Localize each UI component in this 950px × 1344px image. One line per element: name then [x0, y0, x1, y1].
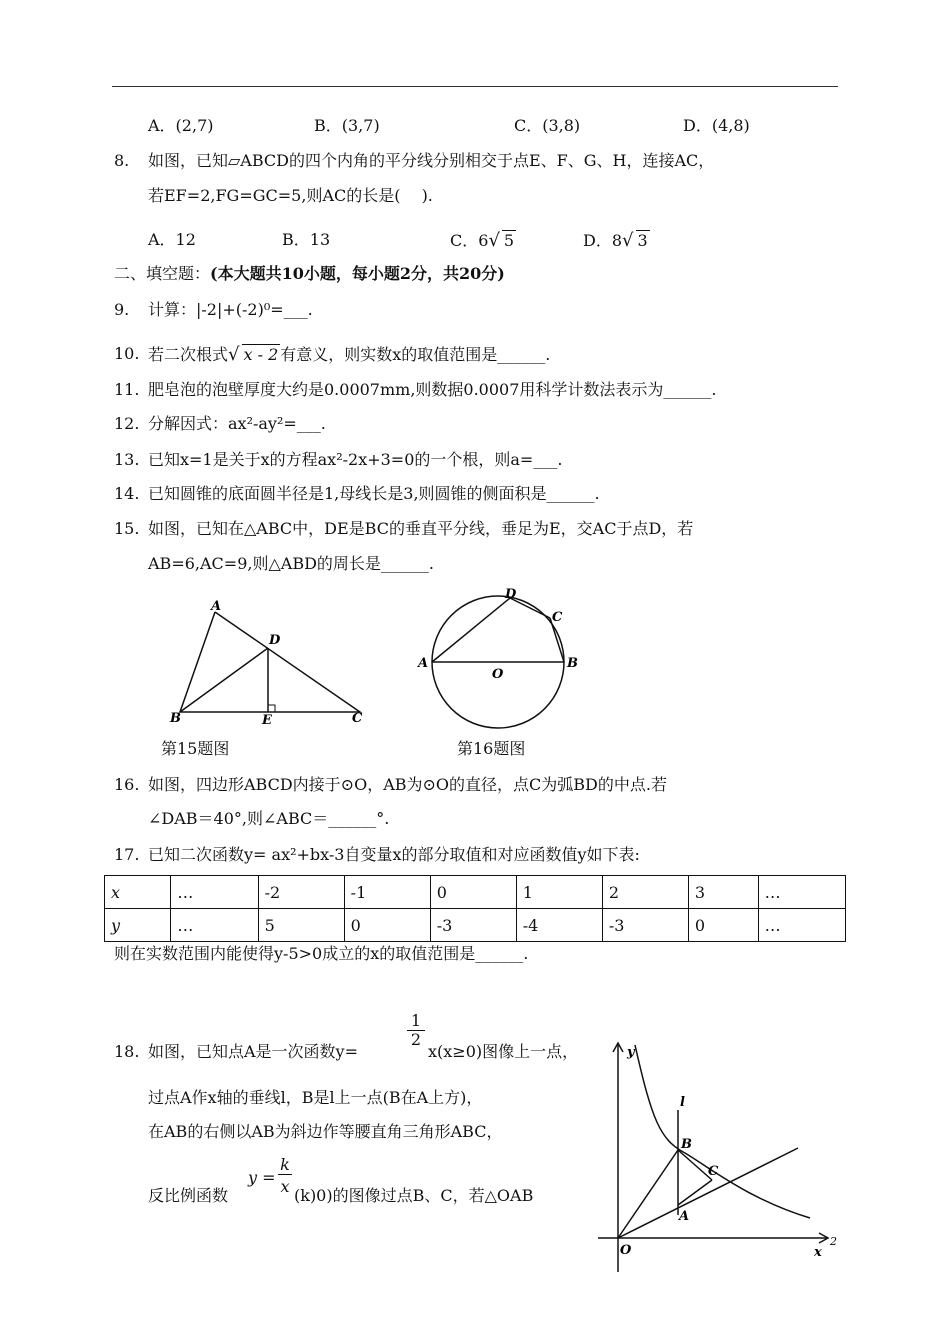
q16-line1: 如图，四边形ABCD内接于⊙O，AB为⊙O的直径，点C为弧BD的中点.若 [148, 775, 667, 794]
q10-post: 有意义，则实数x的取值范围是______. [280, 345, 551, 364]
q15-number: 15. [114, 519, 140, 538]
label-c: C [552, 610, 563, 625]
figure-15-triangle [165, 600, 375, 730]
label-two: 2 [830, 1235, 837, 1248]
triangle-abc [180, 612, 360, 712]
q18-line2: 过点A作x轴的垂线l，B是l上一点(B在A上方)， [148, 1088, 483, 1107]
q8-option-d-text: D．8 [583, 231, 623, 250]
segment-ob [618, 1150, 678, 1238]
table-cell: … [171, 876, 258, 909]
q7-option-c: C．(3,8) [514, 116, 581, 135]
q8-option-c-radicand: 5 [503, 231, 515, 250]
q18-line4-post: (k)0)的图像过点B、C，若△OAB [294, 1186, 534, 1205]
figure-15-caption: 第15题图 [161, 739, 230, 758]
label-x: x [814, 1245, 822, 1260]
label-o: O [620, 1243, 632, 1258]
label-d: D [269, 633, 281, 648]
q18-line3: 在AB的右侧以AB为斜边作等腰直角三角形ABC， [148, 1122, 503, 1141]
chord-ad [432, 598, 510, 662]
section-title: 二、填空题： [114, 264, 211, 283]
q18-x: x [280, 1177, 290, 1196]
label-y: y [627, 1045, 635, 1060]
figure-18-graph [590, 1040, 840, 1275]
q9-blank: ___. [283, 300, 313, 319]
table-cell: 0 [430, 876, 516, 909]
value-table [104, 875, 846, 942]
table-cell: 5 [258, 909, 344, 942]
table-cell: -3 [430, 909, 516, 942]
q18-line1-pre: 如图，已知点A是一次函数y= [148, 1042, 359, 1061]
q7-option-a: A．(2,7) [148, 116, 214, 135]
q10-pre: 若二次根式 [148, 345, 229, 364]
q15-line2: AB=6,AC=9,则△ABD的周长是______. [148, 554, 434, 573]
q16-line2: ∠DAB＝40°,则∠ABC＝______°. [148, 809, 390, 828]
figure-16-caption: 第16题图 [457, 739, 526, 758]
q18-number: 18. [114, 1042, 140, 1061]
table-cell: 2 [602, 876, 688, 909]
q10-radicand: x - 2 [243, 345, 279, 364]
q18-k: k [278, 1156, 292, 1175]
q8-option-c-text: C．6 [450, 231, 489, 250]
top-rule [112, 86, 838, 87]
q18-y-eq: y = [248, 1168, 276, 1187]
section-detail: (本大题共10小题，每小题2分，共20分) [210, 264, 505, 283]
sqrt-symbol: √ [488, 230, 500, 251]
q18-line4-pre: 反比例函数 [148, 1186, 229, 1205]
label-b: B [567, 656, 578, 671]
q8-line1: 如图，已知▱ABCD的四个内角的平分线分别相交于点E、F、G、H，连接AC， [148, 151, 715, 170]
q14-number: 14. [114, 484, 140, 503]
label-b: B [170, 711, 181, 726]
q8-option-c [450, 230, 516, 251]
fraction-numerator: 1 [407, 1012, 425, 1031]
table-cell: -3 [602, 909, 688, 942]
q18-line1-post: x(x≥0)图像上一点， [428, 1042, 579, 1061]
q10-number: 10. [114, 344, 140, 363]
table-cell: -4 [516, 909, 602, 942]
label-c: C [352, 711, 363, 726]
q17-after-text: 则在实数范围内能使得y-5>0成立的x的取值范围是______. [114, 944, 529, 963]
segment-ac [678, 1180, 712, 1205]
fraction-denominator: 2 [410, 1030, 422, 1049]
q8-option-a: A．12 [148, 230, 196, 249]
table-cell: 1 [516, 876, 602, 909]
q8-option-d [583, 230, 650, 251]
table-cell: 0 [344, 909, 430, 942]
segment-bc [678, 1150, 712, 1180]
q12-text: 分解因式：ax²-ay²=___. [148, 414, 326, 433]
q11-text: 肥皂泡的泡壁厚度大约是0.0007mm,则数据0.0007用科学计数法表示为______. [148, 380, 717, 399]
q13-number: 13. [114, 450, 140, 469]
q8-line2: 若EF=2,FG=GC=5,则AC的长是( ). [148, 186, 433, 205]
label-c: C [708, 1164, 719, 1179]
line-y-half-x [618, 1148, 798, 1238]
q7-option-b: B．(3,7) [314, 116, 380, 135]
q7-option-d: D．(4,8) [683, 116, 750, 135]
table-cell: … [758, 909, 845, 942]
label-d: D [505, 587, 517, 602]
label-b: B [681, 1137, 692, 1152]
table-cell: … [171, 909, 258, 942]
q11-number: 11. [114, 380, 140, 399]
q9-text [148, 300, 313, 320]
sqrt-symbol: √ [228, 344, 240, 365]
label-e: E [262, 713, 272, 728]
q17-text: 已知二次函数y= ax²+bx-3自变量x的部分取值和对应函数值y如下表: [148, 845, 640, 864]
q18-fraction [407, 1012, 425, 1049]
table-row-y [105, 909, 846, 942]
q8-option-d-radicand: 3 [637, 231, 648, 250]
q9-number: 9. [114, 300, 130, 319]
table-row-x [105, 876, 846, 909]
table-cell: y [105, 909, 171, 942]
label-a: A [679, 1209, 690, 1224]
q12-number: 12. [114, 414, 140, 433]
q10-text [148, 344, 550, 365]
q14-text: 已知圆锥的底面圆半径是1,母线长是3,则圆锥的侧面积是______. [148, 484, 600, 503]
q9-expression: 计算：|-2|+(-2)⁰= [148, 300, 284, 319]
label-a: A [211, 599, 222, 614]
q17-number: 17. [114, 845, 140, 864]
table-cell: x [105, 876, 171, 909]
table-cell: 3 [688, 876, 758, 909]
q8-option-b: B．13 [282, 230, 331, 249]
q13-text: 已知x=1是关于x的方程ax²-2x+3=0的一个根，则a=___. [148, 450, 563, 469]
segment-bd [180, 648, 268, 712]
label-a: A [418, 656, 429, 671]
hyperbola-curve [635, 1045, 810, 1218]
q15-line1: 如图，已知在△ABC中，DE是BC的垂直平分线，垂足为E，交AC于点D，若 [148, 519, 694, 538]
table-cell: -2 [258, 876, 344, 909]
right-angle-mark [268, 705, 275, 712]
q8-number: 8. [114, 151, 130, 170]
label-o: O [492, 667, 504, 682]
table-cell: -1 [344, 876, 430, 909]
sqrt-symbol: √ [622, 230, 634, 251]
label-l: l [680, 1095, 685, 1110]
table-cell: 0 [688, 909, 758, 942]
section-header [114, 264, 505, 284]
figure-16-circle [410, 585, 590, 730]
q16-number: 16. [114, 775, 140, 794]
table-cell: … [758, 876, 845, 909]
